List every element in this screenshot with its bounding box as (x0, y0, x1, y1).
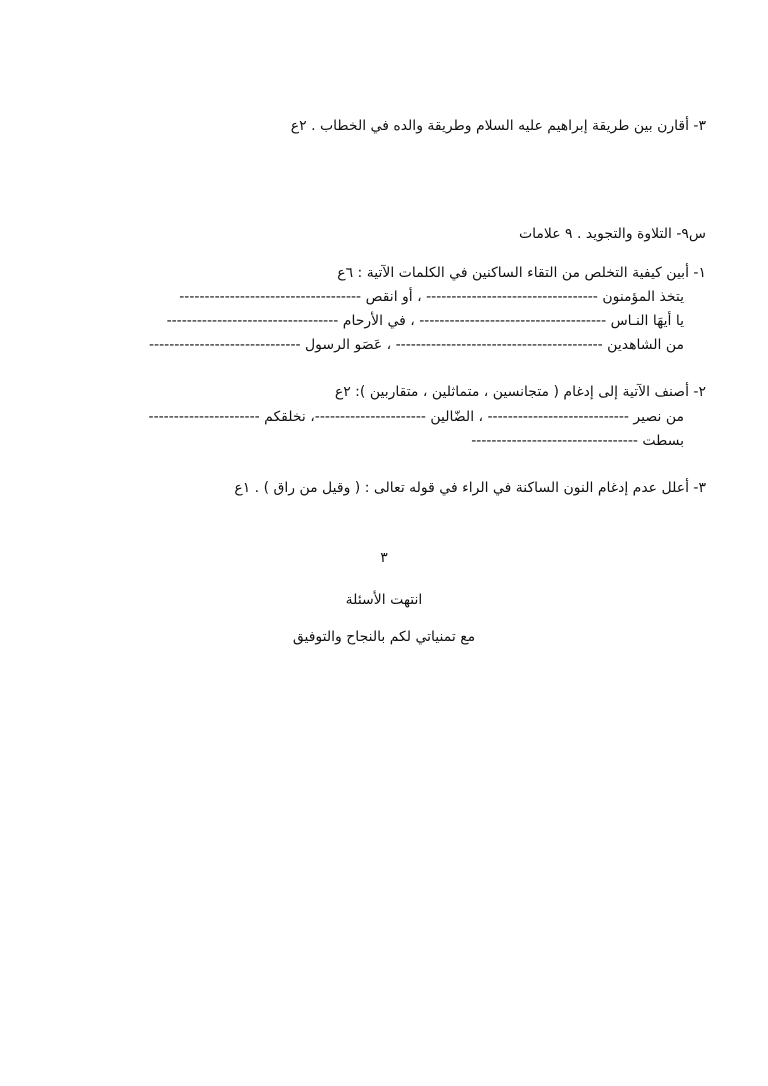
end-of-questions: انتهت الأسئلة (345, 592, 423, 608)
q9-item2-prompt: ٢- أصنف الآتية إلى إدغام ( متجانسين ، متماثلين ، متقاربين ): ٢ع (334, 384, 706, 400)
page-number: ٣ (380, 550, 388, 566)
question-item-3-compare: ٣- أقارن بين طريقة إبراهيم عليه السلام وطريقة والده في الخطاب . ٢ع (290, 118, 706, 134)
q9-item1-prompt: ١- أبين كيفية التخلص من التقاء الساكنين في الكلمات الآتية : ٦ع (337, 265, 706, 281)
q9-item3-prompt: ٣- أعلل عدم إدغام النون الساكنة في الراء في قوله تعالى : ( وقيل من راق ) . ١ع (234, 480, 706, 496)
q9-item1-line-3: من الشاهدين ----------------------------------------- ، عَصَو الرسول ------------------------------ (149, 337, 684, 353)
q9-item1-line-2: يا أيهَا النـاس ------------------------------------- ، في الأرحام ---------------------------------- (166, 313, 684, 329)
q9-item2-line-1: من نصير ---------------------------- ، الضّالين ----------------------، نخلقكم ---------------------- (148, 409, 684, 425)
closing-wishes: مع تمنياتي لكم بالنجاح والتوفيق (292, 629, 476, 645)
q9-item2-line-2: بسطت --------------------------------- (471, 433, 684, 449)
section-title-q9: س٩- التلاوة والتجويد . ٩ علامات (518, 226, 706, 242)
q9-item1-line-1: يتخذ المؤمنون ---------------------------------- ، أو انقص ------------------------------------ (179, 289, 684, 305)
